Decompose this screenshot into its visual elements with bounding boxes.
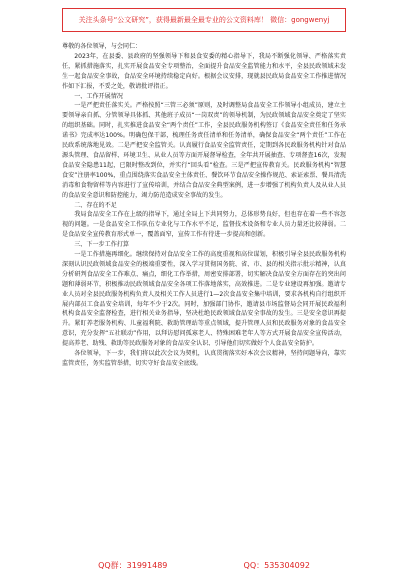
header-banner-text: 关注头条号“公文研究”，获得最新最全最专业的公文资料库！ 微信：gongwenyj	[78, 16, 330, 24]
section-heading-shortcomings: 二、存在的不足	[74, 201, 117, 209]
document-body	[62, 42, 346, 369]
footer-qq-group: QQ群：31991489	[98, 560, 168, 570]
footer-qq: QQ：535304092	[243, 560, 310, 570]
section-heading-work-progress: 一、工作开展情况	[74, 92, 123, 100]
intro-paragraph: 2023年，在县委、县政府的坚强领导下和县食安委的精心指导下，我局不断强化领导、严格落实责任，紧抓措施落实，扎实开展食品安全专项整治，全面提升食品安全监管能力和水平，全县民政领域未发生一起食品安全事故，食品安全环境持续稳定向好。根据会议安排，现就县民政局食品安全工作推进情况作如下汇报，不妥之处，敬请批评指正。	[62, 52, 346, 90]
section-paragraph: 一是工作措施再细化。继续保持对食品安全工作的高度重视和高位谋划，积极引导全县民政服务机构深刻认识民政领域食品安全的极端重要性，深入学习贯彻国务院、省、市、县的相关指示批示精神，认真分析研判食品安全工作难点、痛点，细化工作举措，周密安排部署，切实解决食品安全方面存在的突出问题和薄弱环节，积极推动民政领域食品安全各项工作落地落实，高效推进。二是专业建设再加强。邀请专业人员对全县民政服务机构负责人及相关工作人员进行1—2次食品安全集中培训，要求各机构自行组织开展内部员工食品安全培训，每年不少于2次。同时，加强部门协作，邀请县市场监督局会同开展民政福利机构食品安全监督检查，进行相关业务指导，坚决杜绝民政领域食品安全事故的发生。三是安全意识再提升。紧盯养老服务机构、儿童福利院、救助管理站等重点领域，提升管理人员和民政服务对象的食品安全意识，充分发挥“五社联动”作用，以拜访慰问孤寡老人、特殊困难老年人等方式开展食品安全宣传活动，提高养老、助残、救助等民政服务对象的食品安全认识、引导他们切实做好个人食品安全防护。	[62, 251, 346, 348]
closing-paragraph: 各位领导，下一步，我们将以此次会议为契机，认真贯彻落实好本次会议精神，坚持问题导向，靠实监管责任，务实监管举措，切实守好食品安全底线。	[62, 350, 346, 367]
footer-bar	[60, 558, 348, 572]
section-paragraph: 一是严把责任落实关。严格按照“三管三必须”原则，及时调整局食品安全工作领导小组成员，建立主要领导亲自抓、分管领导具体抓、其他班子成员“一岗双责”的领导机制，为民政领域食品安全奠定了坚实的组织基础。同时，扎实推进食品安全“两个责任”工作，全县民政服务机构签订《食品安全责任和任务承诺书》完成率达100%。明确包保干部，梳理任务责任清单和任务清单，确保食品安全“两个责任”工作在民政系统落地见效。二是严把安全监管关。认真履行食品安全监管责任，定期到各民政服务机构针对食品源头管理、食品留样、环境卫生、从业人员等方面开展督导检查，全年共开展抽查、专项督查16次，发现食品安全隐患11起，已限时整改到位，并实行“回头看”检查。三是严把宣传教育关。民政服务机构“智慧食安”注册率100%，重点围绕落实食品安全主体责任、餐饮环节食品安全操作规范、索证索票、餐具清洗消毒和食物留样等内容进行了宣传培训，并结合食品安全典型案例，进一步增强了机构负责人及从业人员的食品安全意识和防控能力，竭力防范造成安全事故的发生。	[62, 102, 346, 199]
salutation: 尊敬的各位领导，与会同仁：	[62, 43, 142, 50]
header-banner	[62, 8, 346, 32]
section-heading-next-steps: 三、下一步工作打算	[74, 241, 130, 249]
section-paragraph: 我局食品安全工作在上级的指导下，通过全局上下共同努力，总体形势良好，但也存在着一些不容忽视的问题。一是食品安全工作队伍专业化与工作水平不足，监督技术设备和专业人员力量还比较薄弱。二是食品安全宣传教育形式单一，覆盖面窄，宣传工作有待进一步提高和创新。	[62, 211, 346, 239]
